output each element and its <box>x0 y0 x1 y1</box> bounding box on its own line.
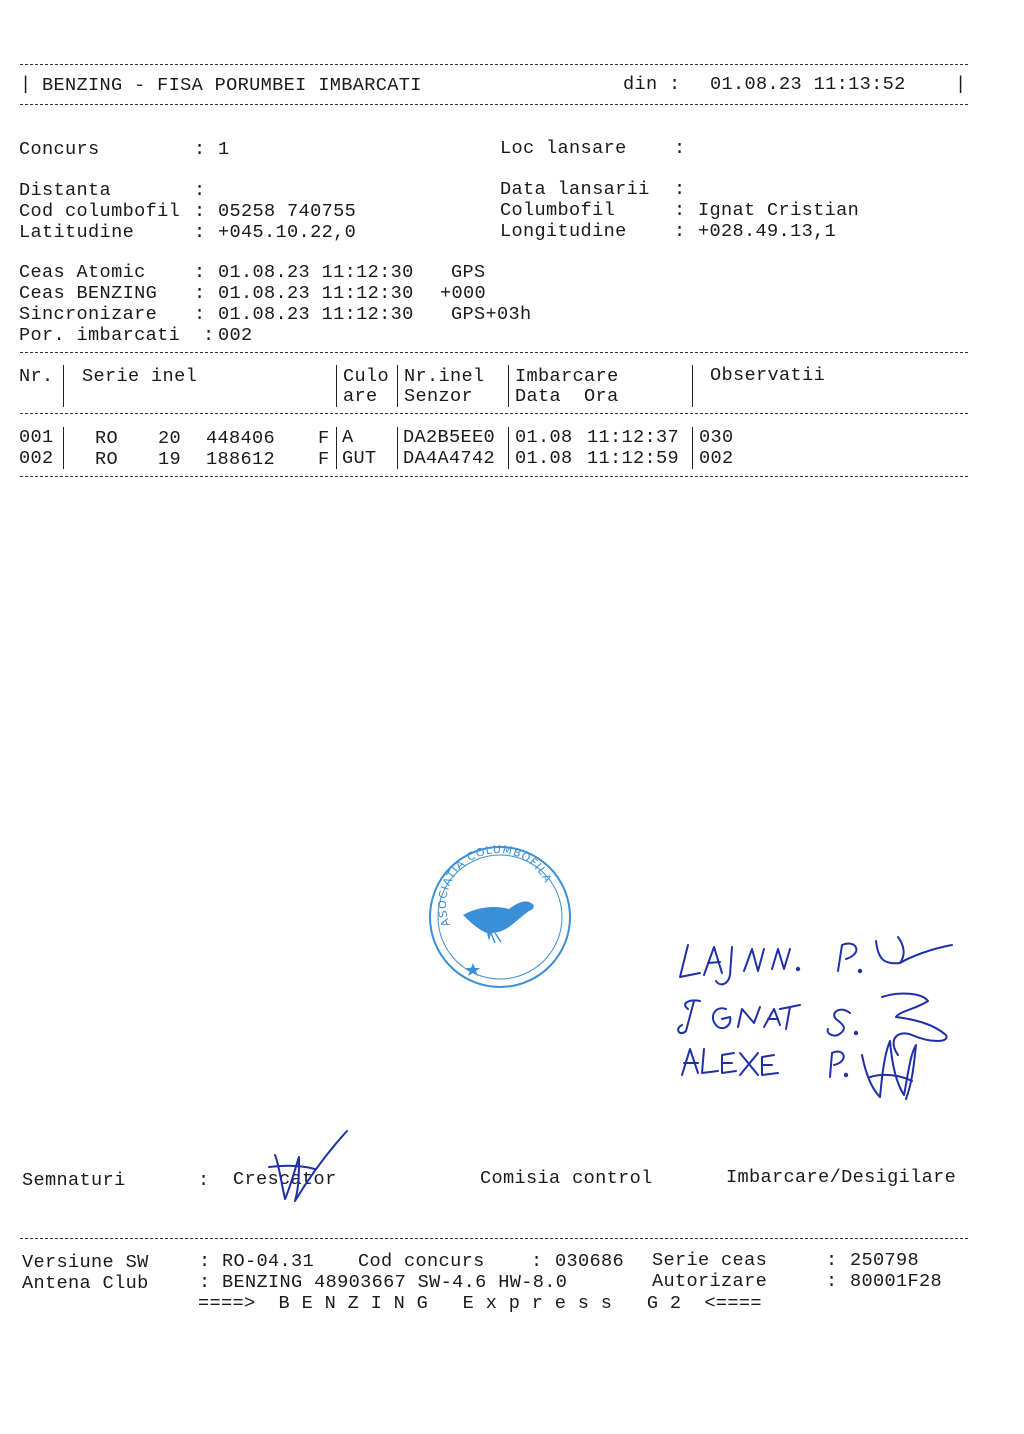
colon: : <box>674 138 686 159</box>
cell-sex: F <box>318 449 330 470</box>
ceas-atomic-value: 01.08.23 11:12:30 <box>218 262 414 283</box>
colon: : <box>826 1250 838 1271</box>
cell-nr: 001 <box>19 427 54 448</box>
cell-inel: 448406 <box>206 428 276 449</box>
colon: : <box>194 222 206 243</box>
autorizare-value: 80001F28 <box>850 1271 943 1292</box>
col-divider <box>63 427 64 469</box>
cell-ora: 11:12:37 <box>587 427 680 448</box>
distanta-label: Distanta <box>19 180 112 201</box>
col-header-observatii: Observatii <box>710 365 826 386</box>
colon: : <box>194 139 206 160</box>
table-header-rule <box>20 413 968 414</box>
page-title: BENZING - FISA PORUMBEI IMBARCATI <box>42 75 422 96</box>
colon: : <box>194 180 206 201</box>
header-top-rule <box>20 64 968 65</box>
ceas-benzing-suffix: +000 <box>440 283 487 304</box>
cell-senzor: DA4A4742 <box>403 448 496 469</box>
autorizare-label: Autorizare <box>652 1271 768 1292</box>
table-bottom-rule <box>20 476 968 477</box>
colon: : <box>198 1170 210 1191</box>
footer-banner: ====> B E N Z I N G E x p r e s s G 2 <==== <box>198 1293 762 1314</box>
table-top-rule <box>20 352 968 353</box>
colon: : <box>531 1251 543 1272</box>
colon: : <box>194 304 206 325</box>
latitudine-label: Latitudine <box>19 222 135 243</box>
crescator-label: Crescator <box>233 1169 337 1190</box>
latitudine-value: +045.10.22,0 <box>218 222 357 243</box>
header-left-bar: | <box>20 74 32 95</box>
antena-label: Antena Club <box>22 1273 149 1294</box>
data-lansarii-label: Data lansarii <box>500 179 650 200</box>
cell-culoare: GUT <box>342 448 377 469</box>
header-bottom-rule <box>20 104 968 105</box>
footer-top-rule <box>20 1238 968 1239</box>
por-imbarcati-label: Por. imbarcati <box>19 325 181 346</box>
colon: : <box>203 325 215 346</box>
loc-lansare-label: Loc lansare <box>500 138 627 159</box>
antena-value: BENZING 48903667 SW-4.6 HW-8.0 <box>222 1272 568 1293</box>
semnaturi-label: Semnaturi <box>22 1170 126 1191</box>
versiune-label: Versiune SW <box>22 1252 149 1273</box>
comisia-label: Comisia control <box>480 1168 653 1189</box>
columbofil-value: Ignat Cristian <box>698 200 860 221</box>
longitudine-value: +028.49.13,1 <box>698 221 837 242</box>
cell-senzor: DA2B5EE0 <box>403 427 496 448</box>
col-header-serie: Serie inel <box>82 366 198 387</box>
serie-ceas-label: Serie ceas <box>652 1250 768 1271</box>
cell-obs: 030 <box>699 427 734 448</box>
cell-tara: RO <box>95 428 119 449</box>
imbarcare-label: Imbarcare/Desigilare <box>726 1167 957 1188</box>
ceas-atomic-label: Ceas Atomic <box>19 262 146 283</box>
longitudine-label: Longitudine <box>500 221 627 242</box>
colon: : <box>674 221 686 242</box>
por-imbarcati-value: 002 <box>218 325 253 346</box>
concurs-label: Concurs <box>19 139 100 160</box>
col-divider <box>508 427 509 469</box>
cod-columbofil-label: Cod columbofil <box>19 201 181 222</box>
versiune-value: RO-04.31 <box>222 1251 315 1272</box>
col-divider <box>508 365 509 407</box>
pigeon-icon <box>463 901 534 943</box>
cell-data: 01.08 <box>515 448 573 469</box>
cod-concurs-label: Cod concurs <box>358 1251 485 1272</box>
col-divider <box>397 365 398 407</box>
cell-sex: F <box>318 428 330 449</box>
crescator-signature <box>255 1125 365 1210</box>
colon: : <box>674 200 686 221</box>
col-header-nrinel-1: Nr.inel <box>404 366 485 387</box>
header-right-bar: | <box>955 74 967 95</box>
colon: : <box>199 1272 211 1293</box>
cell-data: 01.08 <box>515 427 573 448</box>
concurs-value: 1 <box>218 139 230 160</box>
cell-an: 20 <box>158 428 182 449</box>
col-divider <box>397 427 398 469</box>
sincronizare-suffix: GPS+03h <box>451 304 532 325</box>
cod-columbofil-value: 05258 740755 <box>218 201 357 222</box>
col-divider <box>336 427 337 469</box>
star-icon <box>466 963 480 976</box>
colon: : <box>199 1251 211 1272</box>
handwritten-signatures <box>660 905 970 1110</box>
colon: : <box>194 262 206 283</box>
col-divider <box>692 427 693 469</box>
serie-ceas-value: 250798 <box>850 1250 920 1271</box>
club-stamp <box>425 843 575 991</box>
col-divider <box>63 365 64 407</box>
columbofil-label: Columbofil <box>500 200 616 221</box>
colon: : <box>826 1271 838 1292</box>
cell-nr: 002 <box>19 448 54 469</box>
col-header-imbarcare-2: Data Ora <box>515 386 619 407</box>
colon: : <box>674 179 686 200</box>
header-datetime: 01.08.23 11:13:52 <box>710 74 906 95</box>
cell-culoare: A <box>342 427 354 448</box>
sincronizare-label: Sincronizare <box>19 304 158 325</box>
cell-an: 19 <box>158 449 182 470</box>
header-din-label: din : <box>623 74 681 95</box>
col-header-nrinel-2: Senzor <box>404 386 474 407</box>
ceas-benzing-label: Ceas BENZING <box>19 283 158 304</box>
sincronizare-value: 01.08.23 11:12:30 <box>218 304 414 325</box>
colon: : <box>194 201 206 222</box>
col-header-culoare-1: Culo <box>343 366 390 387</box>
col-header-imbarcare-1: Imbarcare <box>515 366 619 387</box>
ceas-atomic-suffix: GPS <box>451 262 486 283</box>
cell-ora: 11:12:59 <box>587 448 680 469</box>
col-header-culoare-2: are <box>343 386 378 407</box>
stamp-text: ASOCIATIA COLUMBOFILA <box>435 843 555 929</box>
cell-inel: 188612 <box>206 449 276 470</box>
col-divider <box>336 365 337 407</box>
cell-tara: RO <box>95 449 119 470</box>
col-header-nr: Nr. <box>19 366 54 387</box>
colon: : <box>194 283 206 304</box>
ceas-benzing-value: 01.08.23 11:12:30 <box>218 283 414 304</box>
cell-obs: 002 <box>699 448 734 469</box>
cod-concurs-value: 030686 <box>555 1251 625 1272</box>
col-divider <box>692 365 693 407</box>
